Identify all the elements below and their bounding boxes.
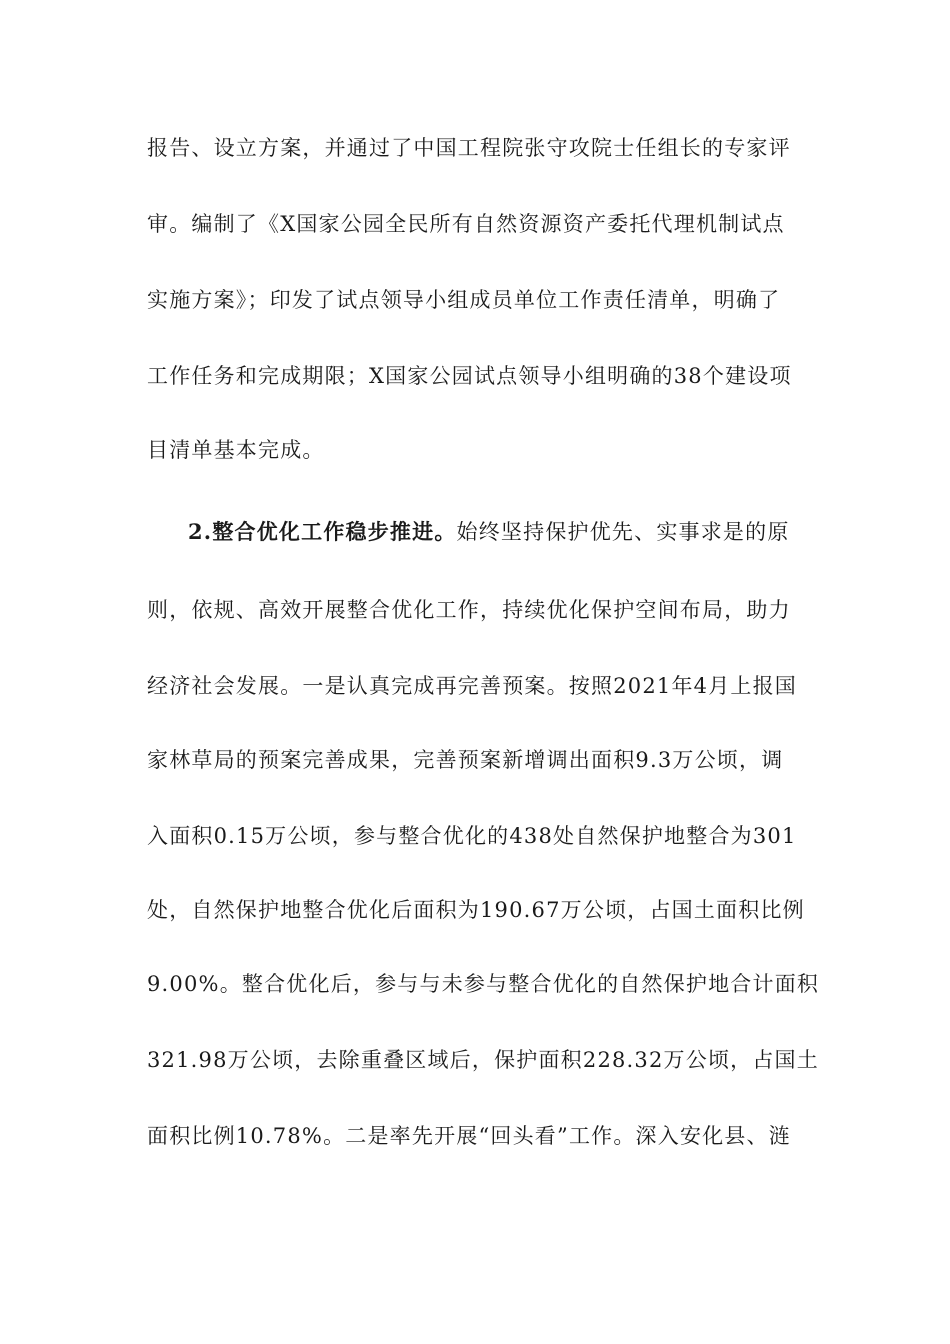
paragraph-line: 家林草局的预案完善成果，完善预案新增调出面积9.3万公顷，调 bbox=[147, 748, 784, 772]
paragraph-text: 始终坚持保护优先、实事求是的原 bbox=[456, 520, 790, 544]
paragraph-line: 目清单基本完成。 bbox=[147, 438, 325, 462]
paragraph-line: 处，自然保护地整合优化后面积为190.67万公顷，占国土面积比例 bbox=[147, 898, 805, 922]
paragraph-line: 审。编制了《X国家公园全民所有自然资源资产委托代理机制试点 bbox=[147, 212, 785, 236]
paragraph-line: 则，依规、高效开展整合优化工作，持续优化保护空间布局，助力 bbox=[147, 598, 791, 622]
paragraph-line: 面积比例10.78%。二是率先开展“回头看”工作。深入安化县、涟 bbox=[147, 1124, 791, 1148]
section-heading: 2.整合优化工作稳步推进。 bbox=[188, 519, 457, 544]
paragraph-line: 实施方案》；印发了试点领导小组成员单位工作责任清单，明确了 bbox=[147, 288, 781, 312]
paragraph-line: 9.00%。整合优化后，参与与未参与整合优化的自然保护地合计面积 bbox=[147, 972, 820, 996]
paragraph-line: 工作任务和完成期限；X国家公园试点领导小组明确的38个建设项 bbox=[147, 364, 792, 388]
paragraph-first-line bbox=[188, 518, 868, 546]
paragraph-line: 入面积0.15万公顷，参与整合优化的438处自然保护地整合为301 bbox=[147, 824, 797, 848]
paragraph-line: 321.98万公顷，去除重叠区域后，保护面积228.32万公顷，占国土 bbox=[147, 1048, 819, 1072]
paragraph-line: 报告、设立方案，并通过了中国工程院张守攻院士任组长的专家评 bbox=[147, 136, 791, 160]
paragraph-line: 经济社会发展。一是认真完成再完善预案。按照2021年4月上报国 bbox=[147, 674, 798, 698]
